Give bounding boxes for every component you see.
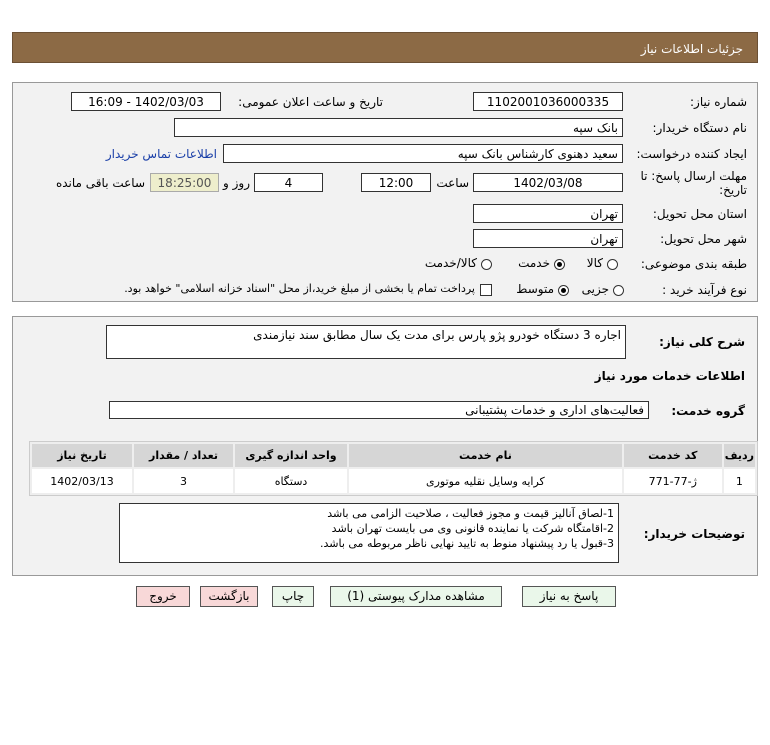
col-service-name: نام خدمت xyxy=(349,444,622,467)
view-attachments-button[interactable]: مشاهده مدارک پیوستی (1) xyxy=(330,586,502,607)
table-row xyxy=(32,469,755,493)
treasury-payment-checkbox[interactable] xyxy=(480,284,492,296)
services-title: اطلاعات خدمات مورد نیاز xyxy=(594,369,745,383)
col-unit: واحد اندازه گیری xyxy=(235,444,347,467)
deadline-date-field: 1402/03/08 xyxy=(473,173,623,192)
back-button[interactable]: بازگشت xyxy=(200,586,258,607)
category-label: طبقه بندی موضوعی: xyxy=(640,257,747,271)
days-label: روز و xyxy=(223,176,250,190)
deadline-time-field: 12:00 xyxy=(361,173,431,192)
buyer-field: بانک سپه xyxy=(174,118,623,137)
cell-need-date: 1402/03/13 xyxy=(32,469,132,493)
buyer-notes-box xyxy=(119,503,619,563)
need-number-field: 1102001036000335 xyxy=(473,92,623,111)
col-row: ردیف xyxy=(724,444,755,467)
creator-label: ایجاد کننده درخواست: xyxy=(636,147,747,161)
col-need-date: تاریخ نیاز xyxy=(32,444,132,467)
buyer-label: نام دستگاه خریدار: xyxy=(652,121,747,135)
treasury-payment-note: پرداخت تمام یا بخشی از مبلغ خرید،از محل "اسناد خزانه اسلامی" خواهد بود. xyxy=(124,282,475,295)
announce-label: تاریخ و ساعت اعلان عمومی: xyxy=(238,95,383,109)
need-info-panel xyxy=(12,82,758,302)
note-line: 1-لصاق آنالیز قیمت و مجوز فعالیت ، صلاحیت الزامی می باشد xyxy=(327,507,614,520)
city-field: تهران xyxy=(473,229,623,248)
province-field: تهران xyxy=(473,204,623,223)
creator-field: سعید دهنوی کارشناس بانک سپه xyxy=(223,144,623,163)
cell-quantity: 3 xyxy=(134,469,233,493)
reply-button[interactable]: پاسخ به نیاز xyxy=(522,586,616,607)
remaining-label: ساعت باقی مانده xyxy=(55,176,145,190)
details-panel xyxy=(12,316,758,576)
category-option-goods-service: کالا/خدمت xyxy=(424,256,477,270)
service-group-field: فعالیت‌های اداری و خدمات پشتیبانی xyxy=(109,401,649,419)
process-label: نوع فرآیند خرید : xyxy=(662,283,747,297)
note-line: 3-قبول یا رد پیشنهاد منوط به تایید نهایی ناظر مربوطه می باشد. xyxy=(319,537,614,550)
buyer-notes-label: توضیحات خریدار: xyxy=(643,527,745,541)
process-option-medium: متوسط xyxy=(516,282,554,296)
contact-buyer-link[interactable]: اطلاعات تماس خریدار xyxy=(105,147,217,161)
city-label: شهر محل تحویل: xyxy=(660,232,747,246)
service-group-label: گروه خدمت: xyxy=(671,404,745,418)
announce-field: 1402/03/03 - 16:09 xyxy=(71,92,221,111)
print-button[interactable]: چاپ xyxy=(272,586,314,607)
days-field: 4 xyxy=(254,173,323,192)
time-label: ساعت xyxy=(436,176,469,190)
cell-service-name: کرایه وسایل نقلیه موتوری xyxy=(349,469,622,493)
summary-label: شرح کلی نیاز: xyxy=(659,335,745,349)
cell-row: 1 xyxy=(724,469,755,493)
note-line: 2-اقامتگاه شرکت یا نماینده قانونی وی می بایست تهران باشد xyxy=(331,522,614,535)
province-label: استان محل تحویل: xyxy=(652,207,747,221)
category-radio-goods[interactable] xyxy=(607,259,618,270)
category-option-service: خدمت xyxy=(518,256,550,270)
deadline-label: مهلت ارسال پاسخ: تا تاریخ: xyxy=(640,169,747,197)
exit-button[interactable]: خروج xyxy=(136,586,190,607)
process-radio-minor[interactable] xyxy=(613,285,624,296)
remaining-time-field: 18:25:00 xyxy=(150,173,219,192)
col-service-code: کد خدمت xyxy=(624,444,722,467)
need-number-label: شماره نیاز: xyxy=(690,95,747,109)
summary-field: اجاره 3 دستگاه خودرو پژو پارس برای مدت یک سال مطابق سند نیازمندی xyxy=(106,325,626,359)
category-option-goods: کالا xyxy=(586,256,603,270)
process-radio-medium[interactable] xyxy=(558,285,569,296)
category-radio-service[interactable] xyxy=(554,259,565,270)
page-header: جزئیات اطلاعات نیاز xyxy=(12,32,758,63)
process-option-minor: جزیی xyxy=(581,282,609,296)
category-radio-goods-service[interactable] xyxy=(481,259,492,270)
services-table xyxy=(29,441,758,496)
col-quantity: تعداد / مقدار xyxy=(134,444,233,467)
cell-service-code: ژ-77-771 xyxy=(624,469,722,493)
cell-unit: دستگاه xyxy=(235,469,347,493)
